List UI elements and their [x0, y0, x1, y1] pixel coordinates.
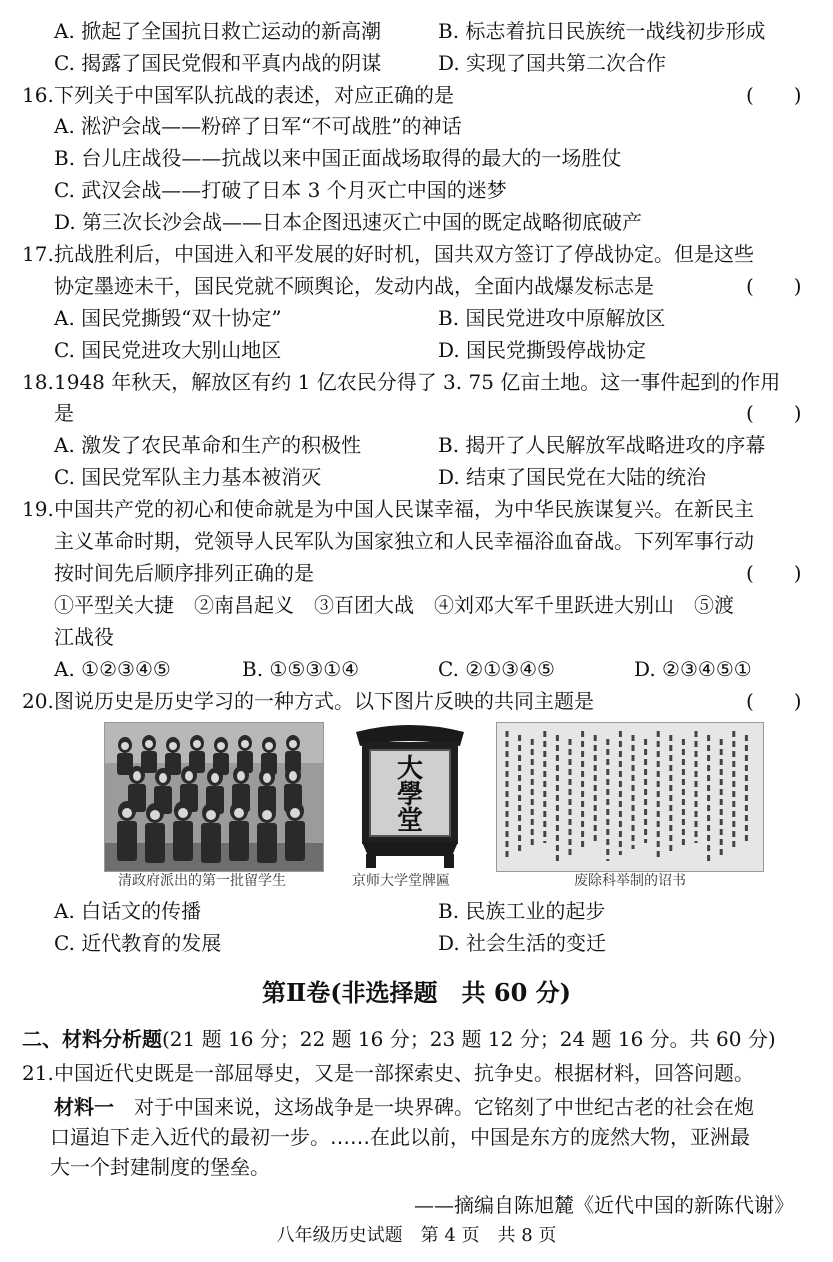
q18-answer-bracket: ( ): [746, 401, 802, 425]
q19-option-a: A. ①②③④⑤: [54, 657, 171, 681]
q20-option-d: D. 社会生活的变迁: [438, 931, 607, 955]
q17-answer-bracket: ( ): [746, 274, 802, 298]
caption-plaque: 京师大学堂牌匾: [352, 873, 450, 889]
plaque-text: 大學堂: [396, 754, 423, 836]
q21-number: 21.: [22, 1061, 54, 1085]
q18-option-d: D. 结束了国民党在大陆的统治: [438, 465, 707, 489]
q17-number: 17.: [22, 242, 54, 266]
q18-stem-line2: 是: [54, 401, 74, 425]
caption-students: 清政府派出的第一批留学生: [118, 873, 286, 889]
q21-material-one: [50, 1092, 814, 1182]
material-line2: 口逼迫下走入近代的最初一步。……在此以前，中国是东方的庞然大物，亚洲最: [50, 1125, 750, 1149]
q20-option-b: B. 民族工业的起步: [438, 899, 606, 923]
material-label: 材料一: [54, 1095, 114, 1119]
q15-option-a: A. 掀起了全国抗日救亡运动的新高潮: [54, 19, 382, 43]
q20-answer-bracket: ( ): [746, 689, 802, 713]
q20-number: 20.: [22, 689, 54, 713]
q19-answer-bracket: ( ): [746, 561, 802, 585]
material-line3: 大一个封建制度的堡垒。: [50, 1155, 270, 1179]
q19-stem-line2: 主义革命时期，党领导人民军队为国家独立和人民幸福浴血奋战。下列军事行动: [54, 529, 754, 553]
q16-option-d: D. 第三次长沙会战——日本企图迅速灭亡中国的既定战略彻底破产: [54, 210, 643, 234]
students-photo: [104, 722, 324, 872]
q16-option-c: C. 武汉会战——打破了日本 3 个月灭亡中国的迷梦: [54, 178, 507, 202]
q21-stem: 中国近代史既是一部屈辱史，又是一部探索史、抗争史。根据材料，回答问题。: [54, 1061, 754, 1085]
q17-stem-line1: 抗战胜利后，中国进入和平发展的好时机，国共双方签订了停战协定。但是这些: [54, 242, 754, 266]
q16-stem: 下列关于中国军队抗战的表述，对应正确的是: [54, 83, 454, 107]
q17-option-b: B. 国民党进攻中原解放区: [438, 306, 666, 330]
section-label: 二、材料分析题: [22, 1027, 162, 1051]
q19-items-line2: 江战役: [54, 625, 114, 649]
q19-option-b: B. ①⑤③①④: [242, 657, 360, 681]
material-line1: [54, 1092, 814, 1122]
q19-stem-line1: 中国共产党的初心和使命就是为中国人民谋幸福，为中华民族谋复兴。在新民主: [54, 497, 754, 521]
q18-option-b: B. 揭开了人民解放军战略进攻的序幕: [438, 433, 766, 457]
q16-option-a: A. 淞沪会战——粉碎了日军“不可战胜”的神话: [54, 114, 462, 138]
q20-option-a: A. 白话文的传播: [54, 899, 202, 923]
q17-stem-line2: 协定墨迹未干，国民党就不顾舆论，发动内战，全面内战爆发标志是: [54, 274, 654, 298]
page-footer: 八年级历史试题 第 4 页 共 8 页: [276, 1225, 557, 1246]
q17-option-a: A. 国民党撕毁“双十协定”: [54, 306, 282, 330]
q18-option-c: C. 国民党军队主力基本被消灭: [54, 465, 322, 489]
q15-option-b: B. 标志着抗日民族统一战线初步形成: [438, 19, 766, 43]
q18-option-a: A. 激发了农民革命和生产的积极性: [54, 433, 362, 457]
decree-image: [496, 722, 764, 872]
q20-option-c: C. 近代教育的发展: [54, 931, 222, 955]
q17-option-c: C. 国民党进攻大别山地区: [54, 338, 282, 362]
q15-option-c: C. 揭露了国民党假和平真内战的阴谋: [54, 51, 382, 75]
q17-option-d: D. 国民党撕毁停战协定: [438, 338, 647, 362]
q21-source: ——摘编自陈旭麓《近代中国的新陈代谢》: [414, 1193, 794, 1217]
part2-title: 第Ⅱ卷(非选择题 共 60 分): [261, 978, 572, 1007]
q16-answer-bracket: ( ): [746, 83, 802, 107]
decree-art: [497, 723, 763, 871]
plaque-image: [348, 722, 472, 870]
q16-option-b: B. 台儿庄战役——抗战以来中国正面战场取得的最大的一场胜仗: [54, 146, 622, 170]
q19-option-d: D. ②③④⑤①: [634, 657, 752, 681]
q18-number: 18.: [22, 370, 54, 394]
section-note: (21 题 16 分；22 题 16 分；23 题 12 分；24 题 16 分。共 60 分): [162, 1027, 776, 1051]
q19-items-line1: ①平型关大捷 ②南昌起义 ③百团大战 ④刘邓大军千里跃进大别山 ⑤渡: [54, 593, 734, 617]
section-heading: [22, 1024, 776, 1054]
q16-number: 16.: [22, 83, 54, 107]
q15-option-d: D. 实现了国共第二次合作: [438, 51, 667, 75]
q18-stem-line1: 1948 年秋天，解放区有约 1 亿农民分得了 3. 75 亿亩土地。这一事件起到的作用: [54, 370, 781, 394]
q19-option-c: C. ②①③④⑤: [438, 657, 555, 681]
caption-decree: 废除科举制的诏书: [574, 873, 686, 889]
students-photo-art: [105, 723, 323, 871]
q19-number: 19.: [22, 497, 54, 521]
material-text-1: 对于中国来说，这场战争是一块界碑。它铭刻了中世纪古老的社会在炮: [114, 1095, 754, 1119]
q20-stem: 图说历史是历史学习的一种方式。以下图片反映的共同主题是: [54, 689, 594, 713]
q19-stem-line3: 按时间先后顺序排列正确的是: [54, 561, 314, 585]
